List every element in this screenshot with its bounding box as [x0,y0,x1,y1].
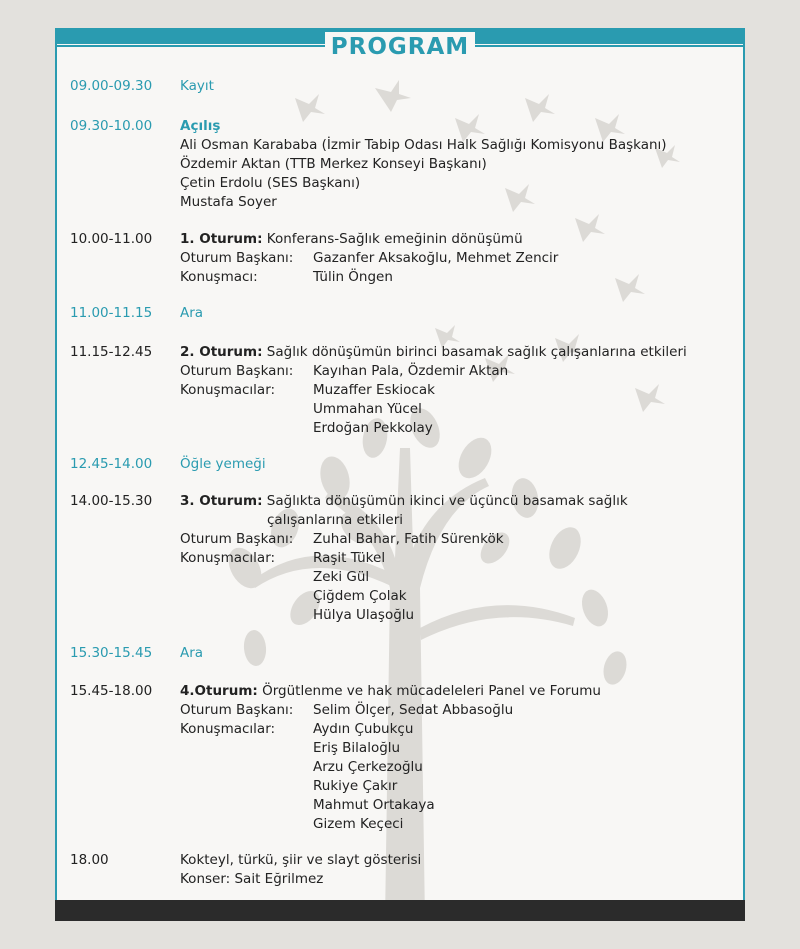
speaker-name: Rukiye Çakır [313,778,398,794]
speaker-label: Konuşmacılar: [180,382,276,398]
session-topic: Konferans-Sağlık emeğinin dönüşümü [266,231,523,247]
speaker-name: Zeki Gül [313,569,370,585]
speaker-label: Konuşmacılar: [180,721,276,737]
speaker-name: Mahmut Ortakaya [313,797,435,813]
time-label: 11.15-12.45 [70,344,153,360]
chair-label: Oturum Başkanı: [180,702,294,718]
page-title: PROGRAM [330,34,470,60]
session-topic: Sağlıkta dönüşümün ikinci ve üçüncü basamak sağlık [266,493,628,509]
time-label: 09.30-10.00 [70,118,153,134]
chair-names: Kayıhan Pala, Özdemir Aktan [313,363,509,379]
speaker-name: Ummahan Yücel [313,401,422,417]
speaker-name: Hülya Ulaşoğlu [313,607,415,623]
session-title: Açılış [180,118,221,134]
time-label: 12.45-14.00 [70,456,153,472]
session-number: 3. Oturum: [180,493,263,509]
time-label: 15.45-18.00 [70,683,153,699]
speaker-name: Raşit Tükel [313,550,386,566]
event-line: Kokteyl, türkü, şiir ve slayt gösterisi [180,852,422,868]
break-label: Kayıt [180,78,214,94]
speaker-name: Arzu Çerkezoğlu [313,759,423,775]
event-line: Konser: Sait Eğrilmez [180,871,324,887]
session-number: 2. Oturum: [180,344,263,360]
speaker-label: Konuşmacılar: [180,550,276,566]
chair-names: Zuhal Bahar, Fatih Sürenkök [313,531,504,547]
speaker-name: Erdoğan Pekkolay [313,420,433,436]
session-topic: Örgütlenme ve hak mücadeleleri Panel ve Forumu [262,683,601,699]
break-label: Ara [180,645,204,661]
speaker-name: Gizem Keçeci [313,816,404,832]
speaker-name: Eriş Bilaloğlu [313,740,401,756]
speaker-name: Muzaffer Eskiocak [313,382,435,398]
session-topic-continued: çalışanlarına etkileri [267,512,404,528]
break-label: Ara [180,305,204,321]
chair-names: Selim Ölçer, Sedat Abbasoğlu [313,702,514,718]
speaker-line: Ali Osman Karababa (İzmir Tabip Odası Halk Sağlığı Komisyonu Başkanı) [180,137,667,153]
chair-label: Oturum Başkanı: [180,363,294,379]
time-label: 11.00-11.15 [70,305,153,321]
chair-label: Oturum Başkanı: [180,250,294,266]
session-number: 4.Oturum: [180,683,258,699]
time-label: 09.00-09.30 [70,78,153,94]
speaker-line: Özdemir Aktan (TTB Merkez Konseyi Başkanı) [180,156,487,172]
time-label: 15.30-15.45 [70,645,153,661]
time-label: 18.00 [70,852,109,868]
speaker-label: Konuşmacı: [180,269,258,285]
speaker-line: Çetin Erdolu (SES Başkanı) [180,175,361,191]
speaker-line: Mustafa Soyer [180,194,277,210]
speaker-name: Çiğdem Çolak [313,588,407,604]
speaker-name: Aydın Çubukçu [313,721,414,737]
chair-names: Gazanfer Aksakoğlu, Mehmet Zencir [313,250,559,266]
time-label: 14.00-15.30 [70,493,153,509]
session-topic: Sağlık dönüşümün birinci basamak sağlık çalışanlarına etkileri [266,344,687,360]
break-label: Öğle yemeği [180,456,266,472]
time-label: 10.00-11.00 [70,231,153,247]
chair-label: Oturum Başkanı: [180,531,294,547]
session-number: 1. Oturum: [180,231,263,247]
speaker-name: Tülin Öngen [313,269,393,285]
